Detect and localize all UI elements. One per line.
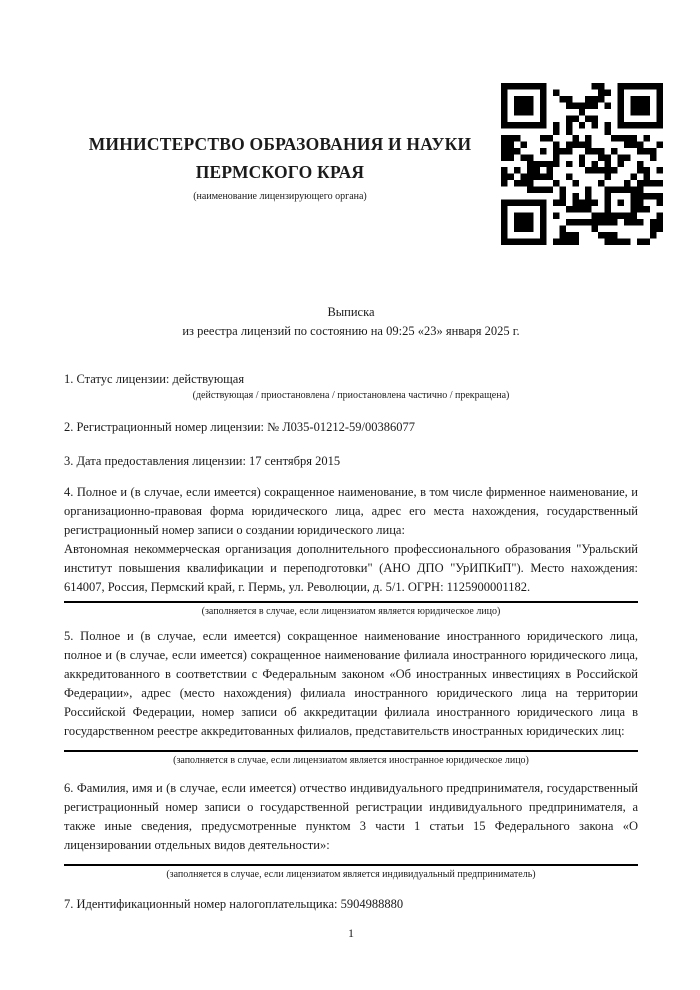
- field-license-status: 1. Статус лицензии: действующая: [64, 372, 245, 386]
- authority-name-line2: ПЕРМСКОГО КРАЯ: [195, 162, 365, 182]
- field-legal-entity-value: Автономная некоммерческая организация дополнительного профессионального образования "Уральский институт повышения квалификации и переподготовки" (АНО ДПО "УрИПКиП"). Место нахождения: 614007, Россия, Пермский край, г. Пермь, ул. Революции, д. 5/1. ОГРН: 1125900001182.: [64, 542, 638, 594]
- document-title-line2: из реестра лицензий по состоянию на 09:25 «23» января 2025 г.: [182, 324, 520, 338]
- authority-caption: (наименование лицензирующего органа): [193, 191, 367, 202]
- field-legal-entity-note: (заполняется в случае, если лицензиатом является юридическое лицо): [201, 606, 501, 617]
- page-number: 1: [348, 926, 354, 940]
- field-entrepreneur-label: 6. Фамилия, имя и (в случае, если имеется) отчество индивидуального предпринимателя, государственный регистрационный номер записи о государственной регистрации индивидуального предпринимателя, а также иные сведения, предусмотренные пунктом 3 части 1 статьи 15 Федерального закона «О лицензировании отдельных видов деятельности»:: [64, 781, 638, 852]
- authority-name-line1: МИНИСТЕРСТВО ОБРАЗОВАНИЯ И НАУКИ: [88, 134, 472, 154]
- fill-line-legal-entity: [64, 601, 638, 603]
- field-registration-number: 2. Регистрационный номер лицензии: № Л035-01212-59/00386077: [64, 420, 415, 434]
- field-license-status-note: (действующая / приостановлена / приостановлена частично / прекращена): [192, 390, 510, 401]
- field-foreign-entity-label: 5. Полное и (в случае, если имеется) сокращенное наименование иностранного юридического лица, полное и (в случае, если имеется) сокращенное наименование филиала иностранного юридического лица, аккредитованного в соответствии с Федеральным законом «Об иностранных инвестициях в Российской Федерации», адрес (место нахождения) филиала иностранного юридического лица на территории Российской Федерации, номер записи об аккредитации филиала иностранного юридического лица в государственном реестре аккредитованных филиалов, представительств иностранных юридических лиц:: [64, 629, 638, 738]
- field-grant-date: 3. Дата предоставления лицензии: 17 сентября 2015: [64, 454, 341, 468]
- document-title: [64, 303, 638, 341]
- document-body: [64, 370, 638, 929]
- field-taxpayer-number: 7. Идентификационный номер налогоплательщика: 5904988880: [64, 897, 404, 911]
- licensing-authority-block: [40, 130, 520, 203]
- document-title-line1: Выписка: [327, 305, 375, 319]
- fill-line-entrepreneur: [64, 864, 638, 866]
- fill-line-foreign-entity: [64, 750, 638, 752]
- field-entrepreneur-note: (заполняется в случае, если лицензиатом является индивидуальный предприниматель): [166, 869, 536, 880]
- field-foreign-entity-note: (заполняется в случае, если лицензиатом является иностранное юридическое лицо): [173, 755, 529, 766]
- qr-code-icon: [501, 83, 663, 245]
- field-legal-entity-label: 4. Полное и (в случае, если имеется) сокращенное наименование, в том числе фирменное наименование, и организационно-правовая форма юридического лица, адрес его места нахождения, государственный регистрационный номер записи о создании юридического лица:: [64, 485, 638, 537]
